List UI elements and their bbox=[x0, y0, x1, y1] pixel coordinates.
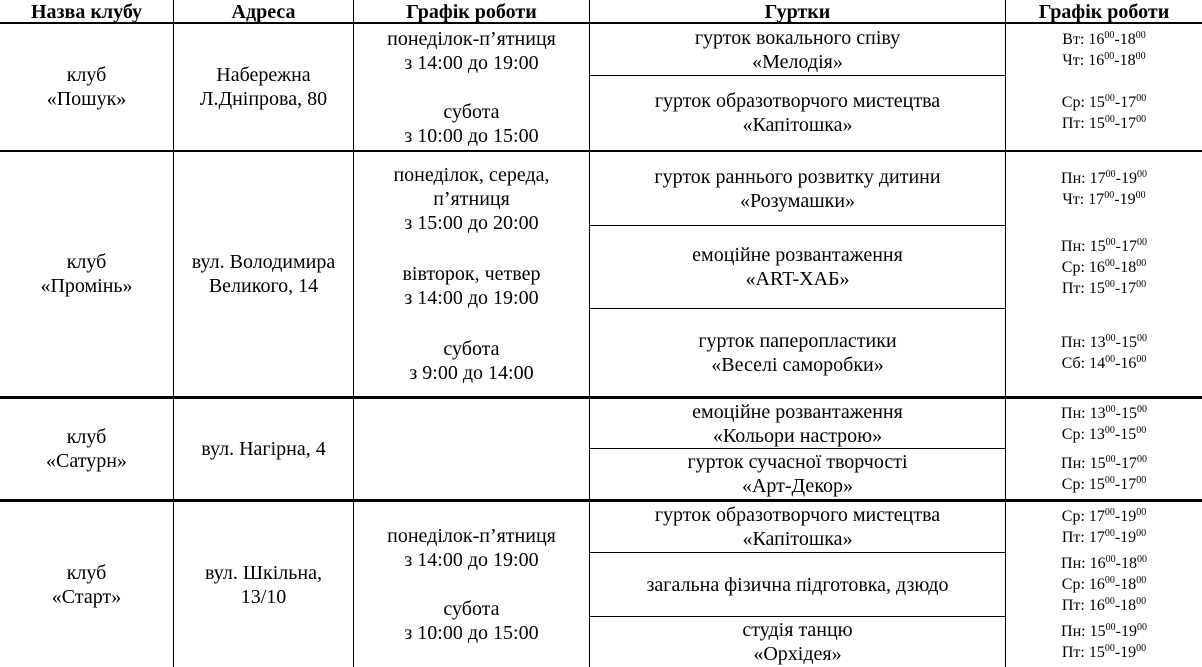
circle-schedule: Пн: $13^{00}-15^{00}$ Ср: $13^{00}-15^{00}$ bbox=[1061, 403, 1147, 443]
circle-name: гурток сучасної творчості «Арт-Декор» bbox=[687, 451, 908, 497]
row-divider bbox=[590, 75, 1005, 76]
circle-schedule: Ср: $17^{00}-19^{00}$ Пт: $17^{00}-19^{00}$ bbox=[1061, 507, 1147, 546]
club-hours: понеділок-п’ятниця з 14:00 до 19:00 субота з 10:00 до 15:00 bbox=[387, 525, 556, 644]
header-circle-hours: Графік роботи bbox=[1038, 0, 1170, 23]
circle-schedule: Пн: $17^{00}-19^{00}$ Чт: $17^{00}-19^{00}$ bbox=[1061, 168, 1147, 208]
circle-schedule: Пн: $16^{00}-18^{00}$ Ср: $16^{00}-18^{00}$ Пт: $16^{00}-18^{00}$ bbox=[1061, 554, 1147, 614]
column-divider bbox=[589, 0, 590, 667]
circle-name: емоційне розвантаження «Кольори настрою» bbox=[692, 400, 903, 447]
club-name: клуб «Пошук» bbox=[46, 64, 127, 110]
header-rule bbox=[0, 22, 1202, 24]
club-divider bbox=[0, 499, 1202, 502]
club-name: клуб «Промінь» bbox=[40, 251, 133, 297]
row-divider bbox=[590, 552, 1005, 553]
circle-name: студія танцю «Орхідея» bbox=[742, 619, 853, 665]
club-address: вул. Нагірна, 4 bbox=[201, 438, 326, 460]
club-divider bbox=[0, 150, 1202, 152]
header-club: Назва клубу bbox=[30, 0, 143, 23]
club-divider bbox=[0, 396, 1202, 399]
header-circles: Гуртки bbox=[764, 0, 831, 23]
club-name: клуб «Старт» bbox=[51, 561, 122, 608]
club-address: вул. Володимира Великого, 14 bbox=[191, 251, 336, 297]
circle-schedule: Пн: $15^{00}-19^{00}$ Пт: $15^{00}-19^{00}$ bbox=[1061, 622, 1147, 661]
row-divider bbox=[590, 308, 1005, 309]
circle-name: гурток паперопластики «Веселі саморобки» bbox=[698, 329, 897, 376]
club-address: Набережна Л.Дніпрова, 80 bbox=[199, 64, 328, 110]
club-name: клуб «Сатурн» bbox=[46, 426, 127, 472]
club-hours: понеділок-п’ятниця з 14:00 до 19:00 субота з 10:00 до 15:00 bbox=[387, 27, 556, 147]
header-address: Адреса bbox=[231, 0, 296, 23]
circle-name: загальна фізична підготовка, дзюдо bbox=[646, 573, 949, 596]
circle-name: емоційне розвантаження «ART-ХАБ» bbox=[692, 244, 903, 290]
circle-schedule: Ср: $15^{00}-17^{00}$ Пт: $15^{00}-17^{00}$ bbox=[1061, 93, 1147, 132]
column-divider bbox=[353, 0, 354, 667]
row-divider bbox=[590, 616, 1005, 617]
row-divider bbox=[590, 225, 1005, 226]
club-hours: понеділок, середа, п’ятниця з 15:00 до 20:00 вівторок, четвер з 14:00 до 19:00 субота з 9:00 до 14:00 bbox=[393, 164, 550, 384]
circle-schedule: Пн: $13^{00}-15^{00}$ Сб: $14^{00}-16^{00}$ bbox=[1061, 332, 1147, 372]
circle-name: гурток образотворчого мистецтва «Капітошка» bbox=[654, 504, 941, 550]
club-address: вул. Шкільна, 13/10 bbox=[205, 561, 322, 608]
circle-schedule: Вт: $16^{00}-18^{00}$ Чт: $16^{00}-18^{00}$ bbox=[1062, 29, 1146, 69]
column-divider bbox=[1005, 0, 1006, 667]
circle-name: гурток раннього розвитку дитини «Розумашки» bbox=[654, 165, 941, 212]
header-hours: Графік роботи bbox=[406, 0, 537, 23]
circle-schedule: Пн: $15^{00}-17^{00}$ Ср: $15^{00}-17^{00}$ bbox=[1061, 454, 1147, 493]
circle-name: гурток вокального співу «Мелодія» bbox=[694, 26, 901, 73]
circle-name: гурток образотворчого мистецтва «Капітошка» bbox=[654, 90, 941, 136]
column-divider bbox=[173, 0, 174, 667]
circle-schedule: Пн: $15^{00}-17^{00}$ Ср: $16^{00}-18^{00}$ Пт: $15^{00}-17^{00}$ bbox=[1061, 236, 1147, 297]
row-divider bbox=[590, 448, 1005, 449]
